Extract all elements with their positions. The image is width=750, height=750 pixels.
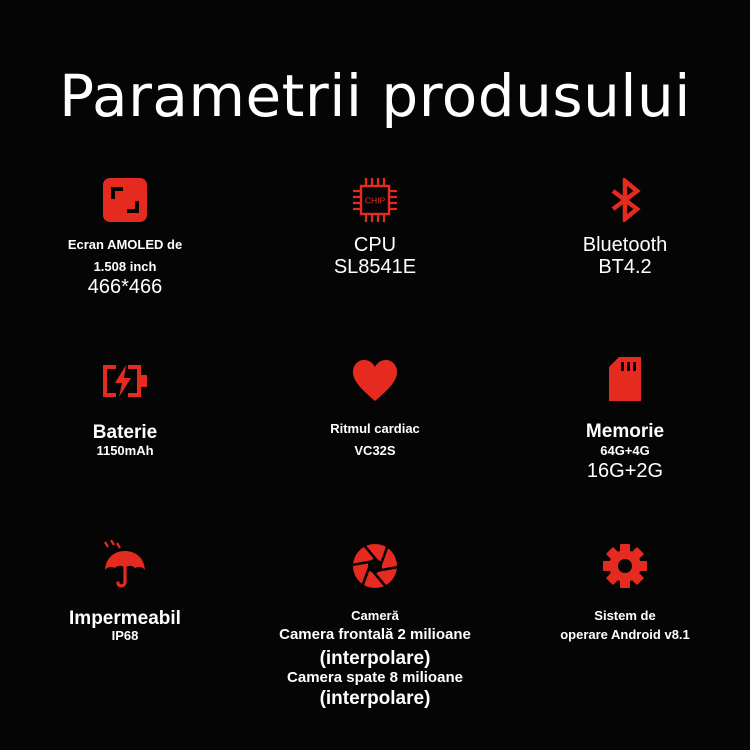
spec-waterproof [0,540,250,650]
spec-memory-line3: 16G+2G [586,460,664,482]
battery-icon [101,363,149,399]
sd-card-icon [607,356,643,402]
chip-icon-label: CHIP [364,195,386,206]
spec-screen-line2: 1.508 inch [93,259,157,274]
spec-screen-line3: 466*466 [87,276,163,298]
heart-icon [351,359,399,403]
screen-icon [102,177,148,223]
spec-heart-line2: VC32S [354,443,396,458]
spec-cpu-line1: CPU [353,234,397,256]
spec-screen-line1: Ecran AMOLED de [67,237,183,252]
chip-icon [353,178,397,222]
spec-os-line2: operare Android v8.1 [560,627,690,642]
bluetooth-icon [605,178,645,222]
spec-bluetooth-line1: Bluetooth [582,234,668,256]
spec-heart-line1: Ritmul cardiac [330,421,420,436]
spec-camera-line1: Cameră [351,608,399,623]
page-title: Parametrii produsului [59,62,691,130]
spec-cpu [250,170,500,310]
spec-cpu-line2: SL8541E [333,256,417,278]
spec-heart [250,355,500,465]
spec-memory-line1: Memorie [585,421,665,442]
spec-camera-line5: (interpolare) [319,688,431,709]
spec-screen [0,170,250,310]
spec-waterproof-line1: Impermeabil [69,608,181,629]
umbrella-rain-icon [101,540,149,590]
spec-memory-line2: 64G+4G [600,443,650,458]
gear-icon [602,543,648,589]
spec-battery [0,355,250,465]
spec-battery-line1: Baterie [92,422,158,443]
spec-camera-line4: Camera spate 8 milioane [287,669,463,686]
spec-bluetooth [500,170,750,310]
spec-camera [250,540,500,715]
spec-camera-line2: Camera frontală 2 milioane [279,626,471,643]
spec-os [500,540,750,650]
spec-waterproof-line2: IP68 [111,628,139,643]
spec-bluetooth-line2: BT4.2 [598,256,652,278]
spec-os-line1: Sistem de [594,608,656,623]
camera-aperture-icon [352,543,398,589]
spec-camera-line3: (interpolare) [319,648,431,669]
spec-battery-line2: 1150mAh [96,443,154,458]
spec-memory [500,355,750,495]
